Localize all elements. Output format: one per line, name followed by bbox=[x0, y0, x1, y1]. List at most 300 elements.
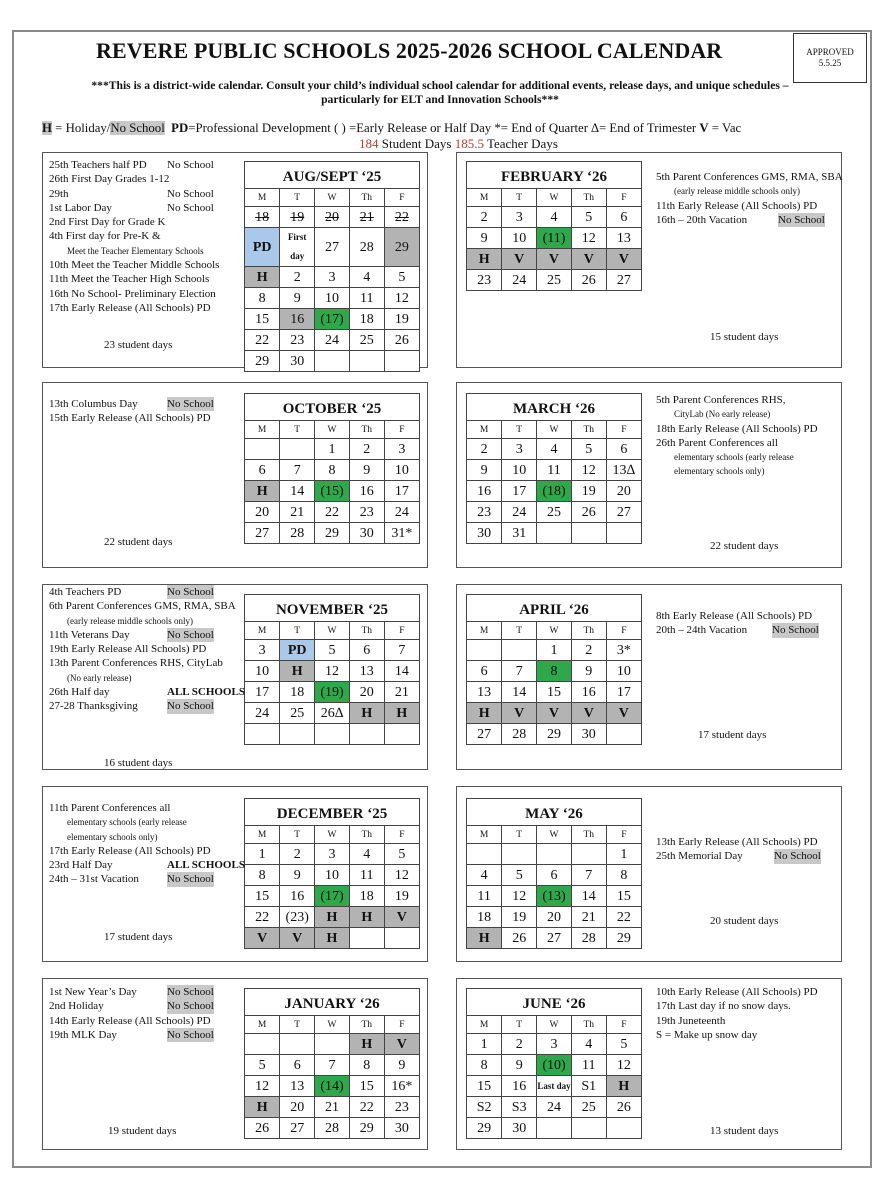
week-row bbox=[245, 523, 419, 544]
day-cell: 18 bbox=[280, 682, 315, 703]
day-cell: 30 bbox=[467, 523, 502, 544]
day-cell: 8 bbox=[606, 865, 641, 886]
weekday-header: M bbox=[245, 622, 280, 640]
weekday-header: Th bbox=[571, 1016, 606, 1034]
month-title: MARCH ‘26 bbox=[467, 394, 641, 421]
day-cell: 27 bbox=[315, 228, 350, 267]
day-counts bbox=[359, 136, 558, 152]
day-cell: 3 bbox=[315, 844, 350, 865]
week-row bbox=[245, 288, 419, 309]
week-row bbox=[245, 439, 419, 460]
day-cell: 25 bbox=[537, 502, 572, 523]
day-cell: 29 bbox=[606, 928, 641, 949]
day-cell: 6 bbox=[537, 865, 572, 886]
note-line bbox=[656, 623, 836, 637]
weekday-header: M bbox=[467, 189, 502, 207]
note-label: 26th Half day bbox=[49, 686, 110, 699]
day-cell: 2 bbox=[502, 1034, 537, 1055]
day-cell: 9 bbox=[349, 460, 384, 481]
week-row bbox=[245, 481, 419, 502]
day-cell: 10 bbox=[502, 228, 537, 249]
week-row bbox=[467, 928, 641, 949]
month-grid bbox=[245, 189, 419, 371]
day-cell: 30 bbox=[502, 1118, 537, 1139]
day-cell: 9 bbox=[502, 1055, 537, 1076]
note-label: 4th Teachers PD bbox=[49, 586, 122, 598]
day-cell: (23) bbox=[280, 907, 315, 928]
day-cell bbox=[384, 351, 419, 372]
note-label: elementary schools only) bbox=[674, 466, 765, 477]
day-cell: 2 bbox=[280, 267, 315, 288]
note-label: 13th Parent Conferences RHS, CityLab bbox=[49, 657, 223, 670]
day-cell bbox=[384, 724, 419, 745]
weekday-header: M bbox=[245, 189, 280, 207]
month-grid bbox=[245, 1016, 419, 1138]
weekday-header: T bbox=[502, 421, 537, 439]
day-cell: 9 bbox=[280, 865, 315, 886]
day-cell: (17) bbox=[315, 886, 350, 907]
note-line bbox=[49, 844, 229, 858]
weekday-header: W bbox=[537, 1016, 572, 1034]
day-cell: 25 bbox=[349, 330, 384, 351]
week-row bbox=[245, 351, 419, 372]
month-notes bbox=[49, 397, 229, 426]
week-row bbox=[467, 270, 641, 291]
day-cell: 19 bbox=[384, 886, 419, 907]
day-cell: 6 bbox=[467, 661, 502, 682]
day-cell: V bbox=[384, 1034, 419, 1055]
month-notes bbox=[656, 170, 843, 227]
weekday-header: M bbox=[467, 1016, 502, 1034]
week-row bbox=[245, 886, 419, 907]
legend-rest: =Professional Development ( ) =Early Release or Half Day *= End of Quarter ∆= End of Trimester bbox=[188, 121, 700, 135]
note-label: 13th Early Release (All Schools) PD bbox=[656, 836, 818, 848]
day-cell bbox=[349, 724, 384, 745]
note-label: elementary schools only) bbox=[67, 831, 158, 842]
student-days-total: 19 student days bbox=[108, 1125, 177, 1137]
note-label: 2nd Holiday bbox=[49, 1000, 104, 1013]
note-line bbox=[656, 450, 836, 464]
note-line bbox=[49, 599, 236, 613]
day-cell: 8 bbox=[467, 1055, 502, 1076]
note-label: 5th Parent Conferences GMS, RMA, SBA bbox=[656, 171, 843, 183]
day-cell bbox=[502, 844, 537, 865]
day-cell: 1 bbox=[537, 640, 572, 661]
weekday-header: T bbox=[280, 1016, 315, 1034]
day-cell: 2 bbox=[467, 439, 502, 460]
day-cell: 11 bbox=[571, 1055, 606, 1076]
day-cell: PD bbox=[245, 228, 280, 267]
week-row bbox=[245, 1055, 419, 1076]
note-line bbox=[49, 1014, 229, 1028]
weekday-header: F bbox=[384, 189, 419, 207]
day-cell: (15) bbox=[315, 481, 350, 502]
week-row bbox=[467, 640, 641, 661]
day-cell: 6 bbox=[280, 1055, 315, 1076]
day-cell: 1 bbox=[467, 1034, 502, 1055]
weekday-header: Th bbox=[571, 622, 606, 640]
note-line bbox=[49, 628, 229, 642]
week-row bbox=[467, 228, 641, 249]
day-cell: Last day bbox=[537, 1076, 572, 1097]
day-cell: 18 bbox=[467, 907, 502, 928]
day-cell: 5 bbox=[245, 1055, 280, 1076]
day-cell: 19 bbox=[280, 207, 315, 228]
note-line bbox=[656, 184, 836, 198]
day-cell: H bbox=[384, 703, 419, 724]
day-cell: 18 bbox=[349, 309, 384, 330]
day-cell: 2 bbox=[467, 207, 502, 228]
note-line bbox=[49, 699, 229, 713]
day-cell: 8 bbox=[315, 460, 350, 481]
day-cell: 7 bbox=[280, 460, 315, 481]
week-row bbox=[467, 907, 641, 928]
day-cell: 16 bbox=[571, 682, 606, 703]
day-cell: 9 bbox=[384, 1055, 419, 1076]
week-row bbox=[467, 703, 641, 724]
all-schools-badge: ALL SCHOOLS bbox=[167, 686, 245, 699]
day-cell: 3 bbox=[384, 439, 419, 460]
day-cell bbox=[315, 1034, 350, 1055]
note-line bbox=[49, 158, 229, 172]
day-cell: 29 bbox=[245, 351, 280, 372]
day-cell: 11 bbox=[349, 865, 384, 886]
week-row bbox=[245, 460, 419, 481]
day-cell: S3 bbox=[502, 1097, 537, 1118]
month-grid bbox=[467, 622, 641, 744]
note-line bbox=[49, 671, 229, 685]
day-cell: (17) bbox=[315, 309, 350, 330]
day-cell: 27 bbox=[280, 1118, 315, 1139]
day-cell: 4 bbox=[349, 844, 384, 865]
legend-v: V bbox=[699, 121, 709, 135]
weekday-header: W bbox=[315, 421, 350, 439]
note-label: 16th No School- Preliminary Election bbox=[49, 287, 216, 300]
day-cell: 27 bbox=[606, 502, 641, 523]
day-cell bbox=[606, 523, 641, 544]
day-cell: 29 bbox=[315, 523, 350, 544]
day-cell: 23 bbox=[349, 502, 384, 523]
weekday-header: T bbox=[280, 826, 315, 844]
note-label: 20th – 24th Vacation bbox=[656, 624, 748, 637]
note-line bbox=[49, 258, 229, 272]
day-cell: 15 bbox=[467, 1076, 502, 1097]
day-cell: 19 bbox=[502, 907, 537, 928]
note-line bbox=[49, 201, 229, 215]
month-title: OCTOBER ‘25 bbox=[245, 394, 419, 421]
student-days-total: 17 student days bbox=[104, 931, 173, 943]
weekday-header: W bbox=[315, 622, 350, 640]
weekday-header: Th bbox=[349, 421, 384, 439]
day-cell: (11) bbox=[537, 228, 572, 249]
day-cell: 23 bbox=[280, 330, 315, 351]
month-grid bbox=[245, 826, 419, 948]
day-cell: H bbox=[467, 249, 502, 270]
day-cell: 17 bbox=[384, 481, 419, 502]
note-line bbox=[656, 1014, 836, 1028]
day-cell bbox=[537, 523, 572, 544]
note-label: 2nd First Day for Grade K bbox=[49, 216, 166, 229]
day-cell bbox=[571, 844, 606, 865]
day-cell: 30 bbox=[571, 724, 606, 745]
month-title: AUG/SEPT ‘25 bbox=[245, 162, 419, 189]
day-cell: 29 bbox=[537, 724, 572, 745]
day-cell: 16 bbox=[502, 1076, 537, 1097]
weekday-header: M bbox=[467, 826, 502, 844]
note-line bbox=[49, 172, 229, 186]
no-school-badge: No School bbox=[167, 201, 214, 214]
weekday-header: Th bbox=[349, 1016, 384, 1034]
day-cell bbox=[280, 724, 315, 745]
note-label: 17th Last day if no snow days. bbox=[656, 1000, 791, 1013]
day-cell: 26 bbox=[571, 270, 606, 291]
day-cell: 5 bbox=[571, 439, 606, 460]
day-cell: 8 bbox=[537, 661, 572, 682]
day-cell: 10 bbox=[315, 865, 350, 886]
weekday-header: T bbox=[280, 622, 315, 640]
weekday-header: T bbox=[280, 189, 315, 207]
day-cell: 27 bbox=[537, 928, 572, 949]
day-cell: 26 bbox=[571, 502, 606, 523]
day-cell: 5 bbox=[384, 267, 419, 288]
day-cell bbox=[571, 523, 606, 544]
day-cell: 11 bbox=[349, 288, 384, 309]
approved-stamp bbox=[793, 33, 867, 83]
note-label: 11th Meet the Teacher High Schools bbox=[49, 273, 210, 286]
day-cell: 23 bbox=[384, 1097, 419, 1118]
week-row bbox=[467, 724, 641, 745]
note-line bbox=[49, 397, 229, 411]
note-label: elementary schools (early release bbox=[674, 452, 794, 463]
month-title: JUNE ‘26 bbox=[467, 989, 641, 1016]
weekday-header: W bbox=[537, 826, 572, 844]
note-label: 8th Early Release (All Schools) PD bbox=[656, 610, 813, 622]
day-cell: 19 bbox=[571, 481, 606, 502]
day-cell bbox=[467, 640, 502, 661]
note-label: 23rd Half Day bbox=[49, 859, 113, 872]
day-cell: H bbox=[245, 1097, 280, 1118]
student-days-total: 22 student days bbox=[104, 536, 173, 548]
day-cell: H bbox=[467, 928, 502, 949]
day-cell: PD bbox=[280, 640, 315, 661]
day-cell: 24 bbox=[537, 1097, 572, 1118]
day-cell: 6 bbox=[606, 439, 641, 460]
no-school-badge: No School bbox=[167, 398, 214, 410]
day-cell: (10) bbox=[537, 1055, 572, 1076]
day-cell: S2 bbox=[467, 1097, 502, 1118]
day-cell: 10 bbox=[384, 460, 419, 481]
note-line bbox=[656, 835, 836, 849]
month-grid bbox=[467, 826, 641, 948]
week-row bbox=[245, 865, 419, 886]
week-row bbox=[467, 460, 641, 481]
student-days-total: 22 student days bbox=[710, 540, 779, 552]
month-notes bbox=[656, 985, 836, 1042]
week-row bbox=[467, 1076, 641, 1097]
day-cell: 15 bbox=[537, 682, 572, 703]
calendar-oct bbox=[244, 393, 420, 544]
note-label: 26th First Day Grades 1-12 bbox=[49, 173, 170, 186]
day-cell: 23 bbox=[467, 270, 502, 291]
day-cell: 20 bbox=[280, 1097, 315, 1118]
note-label: 1st New Year’s Day bbox=[49, 986, 137, 998]
weekday-header: Th bbox=[349, 622, 384, 640]
note-label: 4th First day for Pre-K & bbox=[49, 230, 161, 243]
day-cell: 28 bbox=[502, 724, 537, 745]
month-grid bbox=[467, 189, 641, 290]
day-cell: 6 bbox=[606, 207, 641, 228]
day-cell: 12 bbox=[315, 661, 350, 682]
day-cell: 16 bbox=[280, 886, 315, 907]
weekday-header: T bbox=[502, 1016, 537, 1034]
note-label: 10th Early Release (All Schools) PD bbox=[656, 986, 818, 998]
note-line bbox=[656, 170, 843, 184]
day-cell: 28 bbox=[349, 228, 384, 267]
month-notes bbox=[656, 609, 836, 638]
month-title: APRIL ‘26 bbox=[467, 595, 641, 622]
note-line bbox=[656, 464, 836, 478]
note-label: 17th Early Release (All Schools) PD bbox=[49, 844, 211, 857]
day-cell: H bbox=[315, 928, 350, 949]
note-label: 10th Meet the Teacher Middle Schools bbox=[49, 259, 220, 272]
note-line bbox=[656, 609, 836, 623]
note-label: (No early release) bbox=[67, 672, 132, 683]
weekday-header: F bbox=[606, 826, 641, 844]
day-cell: S1 bbox=[571, 1076, 606, 1097]
day-cell: 21 bbox=[280, 502, 315, 523]
day-cell: 10 bbox=[606, 661, 641, 682]
day-cell: 21 bbox=[571, 907, 606, 928]
teacher-days-label: Teacher Days bbox=[483, 136, 558, 151]
week-row bbox=[245, 1076, 419, 1097]
day-cell: 3 bbox=[315, 267, 350, 288]
day-cell: 14 bbox=[384, 661, 419, 682]
note-label: Meet the Teacher Elementary Schools bbox=[67, 245, 204, 256]
day-cell bbox=[245, 439, 280, 460]
weekday-header: M bbox=[467, 421, 502, 439]
no-school-badge: No School bbox=[167, 187, 214, 200]
day-cell: H bbox=[280, 661, 315, 682]
day-cell: 26 bbox=[245, 1118, 280, 1139]
day-cell: 12 bbox=[606, 1055, 641, 1076]
month-notes bbox=[656, 393, 836, 479]
week-row bbox=[467, 682, 641, 703]
day-cell: 3* bbox=[606, 640, 641, 661]
day-cell: 15 bbox=[245, 309, 280, 330]
day-cell: 29 bbox=[467, 1118, 502, 1139]
day-cell: First day bbox=[280, 228, 315, 267]
day-cell: 22 bbox=[349, 1097, 384, 1118]
note-line bbox=[49, 287, 229, 301]
note-label: S = Make up snow day bbox=[656, 1028, 758, 1041]
week-row bbox=[245, 330, 419, 351]
note-line bbox=[49, 985, 229, 999]
day-cell: 8 bbox=[245, 865, 280, 886]
day-cell: V bbox=[502, 703, 537, 724]
note-line bbox=[49, 872, 229, 886]
day-cell: 12 bbox=[384, 288, 419, 309]
day-cell: 3 bbox=[502, 207, 537, 228]
week-row bbox=[245, 228, 419, 267]
day-cell: (14) bbox=[315, 1076, 350, 1097]
week-row bbox=[245, 640, 419, 661]
month-grid bbox=[245, 421, 419, 543]
weekday-header: F bbox=[606, 622, 641, 640]
no-school-badge: No School bbox=[167, 700, 214, 713]
no-school-badge: No School bbox=[167, 1028, 214, 1041]
day-cell: 26 bbox=[606, 1097, 641, 1118]
weekday-header: M bbox=[245, 421, 280, 439]
note-label: 19th MLK Day bbox=[49, 1028, 117, 1041]
day-cell: 26∆ bbox=[315, 703, 350, 724]
day-cell bbox=[245, 1034, 280, 1055]
day-cell: 26 bbox=[384, 330, 419, 351]
day-cell: 31 bbox=[502, 523, 537, 544]
day-cell bbox=[245, 724, 280, 745]
day-cell: 16* bbox=[384, 1076, 419, 1097]
day-cell: 31* bbox=[384, 523, 419, 544]
approved-date: 5.5.25 bbox=[818, 58, 842, 69]
week-row bbox=[467, 844, 641, 865]
weekday-header: Th bbox=[571, 189, 606, 207]
note-label: 1st Labor Day bbox=[49, 201, 112, 214]
day-cell bbox=[349, 928, 384, 949]
no-school-badge: No School bbox=[167, 159, 214, 171]
note-label: 6th Parent Conferences GMS, RMA, SBA bbox=[49, 600, 236, 613]
note-line bbox=[49, 585, 229, 599]
week-row bbox=[467, 661, 641, 682]
day-cell: 22 bbox=[315, 502, 350, 523]
day-cell: 15 bbox=[349, 1076, 384, 1097]
day-cell: 24 bbox=[502, 270, 537, 291]
day-cell: 14 bbox=[571, 886, 606, 907]
day-cell bbox=[571, 1118, 606, 1139]
day-cell: 28 bbox=[315, 1118, 350, 1139]
month-notes bbox=[49, 158, 229, 315]
student-days-total: 13 student days bbox=[710, 1125, 779, 1137]
note-line bbox=[656, 199, 836, 213]
note-line bbox=[49, 1028, 229, 1042]
day-cell: 4 bbox=[537, 207, 572, 228]
week-row bbox=[467, 207, 641, 228]
day-cell: 4 bbox=[537, 439, 572, 460]
day-cell: 22 bbox=[606, 907, 641, 928]
day-cell bbox=[502, 640, 537, 661]
calendar-jun bbox=[466, 988, 642, 1139]
note-label: 5th Parent Conferences RHS, bbox=[656, 394, 786, 406]
note-label: 27-28 Thanksgiving bbox=[49, 700, 138, 713]
calendar-nov bbox=[244, 594, 420, 745]
legend-h: H bbox=[42, 121, 52, 135]
day-cell: 20 bbox=[349, 682, 384, 703]
day-cell: 16 bbox=[280, 309, 315, 330]
day-cell: 18 bbox=[349, 886, 384, 907]
weekday-header: Th bbox=[349, 826, 384, 844]
week-row bbox=[467, 439, 641, 460]
week-row bbox=[467, 1055, 641, 1076]
day-cell: 22 bbox=[245, 330, 280, 351]
note-line bbox=[656, 849, 836, 863]
note-line bbox=[656, 985, 836, 999]
weekday-header: F bbox=[384, 421, 419, 439]
note-line bbox=[49, 187, 229, 201]
week-row bbox=[245, 207, 419, 228]
legend-noschool: No School bbox=[110, 121, 165, 135]
day-cell: 13 bbox=[606, 228, 641, 249]
day-cell: 28 bbox=[571, 928, 606, 949]
day-cell: 5 bbox=[384, 844, 419, 865]
no-school-badge: No School bbox=[167, 986, 214, 998]
